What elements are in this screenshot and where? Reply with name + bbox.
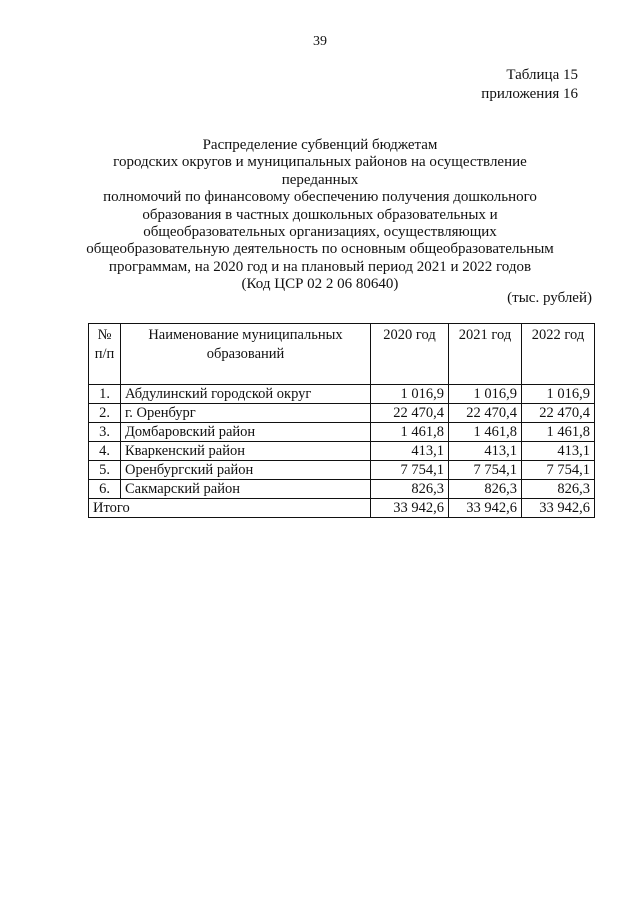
- row-num: 5.: [89, 461, 121, 480]
- row-2022: 1 016,9: [522, 385, 595, 404]
- header-num: № п/п: [89, 324, 121, 385]
- title-line: общеобразовательных организациях, осуществляющих: [143, 224, 497, 241]
- table-row: [89, 480, 595, 499]
- row-2021: 1 461,8: [449, 423, 522, 442]
- title-line: Распределение субвенций бюджетам: [202, 137, 438, 153]
- header-2021: 2021 год: [449, 324, 522, 385]
- table-header-row: [89, 324, 595, 385]
- table-row: [89, 461, 595, 480]
- total-2021: 33 942,6: [449, 499, 522, 518]
- table-row: [89, 404, 595, 423]
- row-name: Сакмарский район: [121, 480, 371, 499]
- row-2022: 1 461,8: [522, 423, 595, 442]
- header-2022: 2022 год: [522, 324, 595, 385]
- row-name: Абдулинский городской округ: [121, 385, 371, 404]
- row-2022: 22 470,4: [522, 404, 595, 423]
- table-caption: [481, 66, 578, 104]
- row-2021: 1 016,9: [449, 385, 522, 404]
- total-label: Итого: [89, 499, 371, 518]
- row-name: г. Оренбург: [121, 404, 371, 423]
- title-line: образования в частных дошкольных образовательных и: [142, 206, 498, 223]
- total-row: [89, 499, 595, 518]
- row-2020: 413,1: [371, 442, 449, 461]
- row-2020: 826,3: [371, 480, 449, 499]
- table-row: [89, 385, 595, 404]
- units-label: (тыс. рублей): [507, 290, 592, 306]
- row-2022: 7 754,1: [522, 461, 595, 480]
- page-number: 39: [313, 34, 327, 49]
- subsidy-table: [88, 323, 595, 518]
- row-num: 6.: [89, 480, 121, 499]
- row-num: 2.: [89, 404, 121, 423]
- row-num: 4.: [89, 442, 121, 461]
- header-name: Наименование муниципальных образований: [121, 324, 371, 385]
- title-line: (Код ЦСР 02 2 06 80640): [241, 276, 399, 293]
- total-2020: 33 942,6: [371, 499, 449, 518]
- row-name: Оренбургский район: [121, 461, 371, 480]
- header-2020: 2020 год: [371, 324, 449, 385]
- row-2020: 7 754,1: [371, 461, 449, 480]
- row-2021: 7 754,1: [449, 461, 522, 480]
- row-num: 3.: [89, 423, 121, 442]
- row-2021: 826,3: [449, 480, 522, 499]
- row-2021: 22 470,4: [449, 404, 522, 423]
- row-name: Домбаровский район: [121, 423, 371, 442]
- caption-appendix-number: приложения 16: [481, 86, 578, 102]
- row-2020: 1 016,9: [371, 385, 449, 404]
- title-line: программам, на 2020 год и на плановый период 2021 и 2022 годов: [108, 258, 532, 275]
- row-2020: 22 470,4: [371, 404, 449, 423]
- table-row: [89, 442, 595, 461]
- row-2021: 413,1: [449, 442, 522, 461]
- row-name: Кваркенский район: [121, 442, 371, 461]
- title-line: общеобразовательную деятельность по основным общеобразовательным: [86, 241, 554, 258]
- title-line: полномочий по финансовому обеспечению получения дошкольного: [103, 189, 537, 206]
- row-2022: 826,3: [522, 480, 595, 499]
- caption-table-number: Таблица 15: [506, 67, 578, 83]
- row-num: 1.: [89, 385, 121, 404]
- row-2022: 413,1: [522, 442, 595, 461]
- document-title: [80, 137, 560, 294]
- row-2020: 1 461,8: [371, 423, 449, 442]
- table-row: [89, 423, 595, 442]
- title-line: городских округов и муниципальных районов на осуществление переданных: [113, 154, 527, 188]
- total-2022: 33 942,6: [522, 499, 595, 518]
